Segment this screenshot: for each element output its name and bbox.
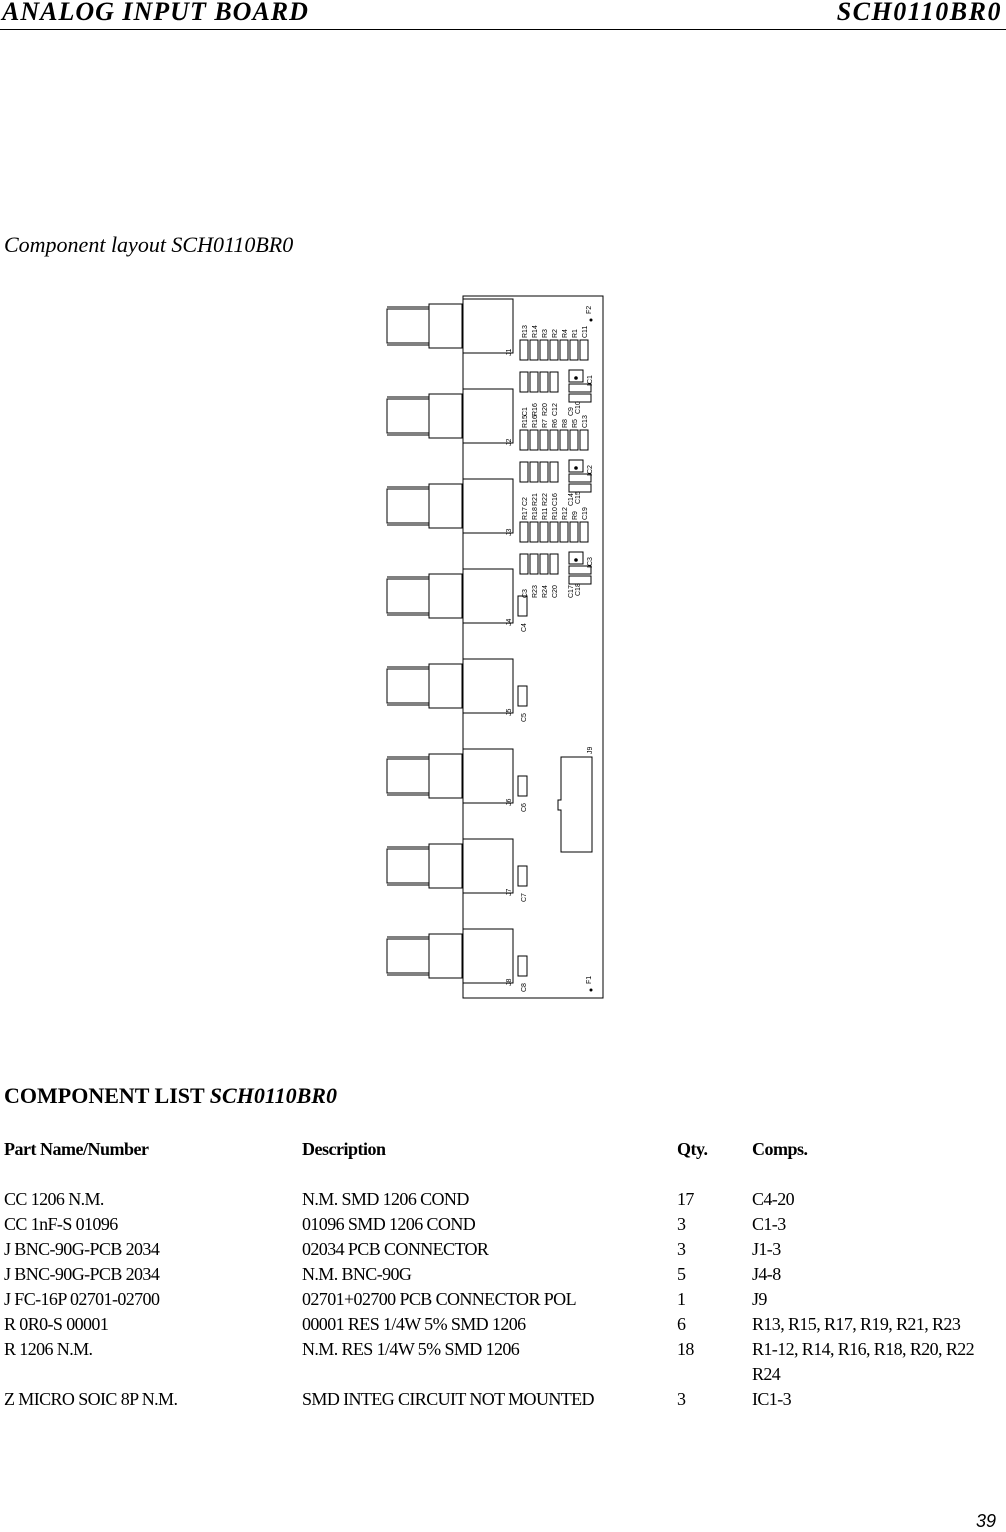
connector-label: J8 [506,978,513,986]
smd-pad [580,522,588,542]
table-cell-comps: J1-3 [752,1239,781,1259]
component-label: R5 [572,419,579,428]
component-label: C5 [521,713,528,722]
smd-pad [530,462,538,482]
bnc-body [387,759,429,793]
component-label: R4 [562,329,569,338]
bnc-footprint [463,389,513,443]
smd-pad [540,462,548,482]
component-label: R18 [532,507,539,520]
ic-footprint [569,552,583,564]
connector-label: J2 [506,438,513,446]
smd-pad [520,340,528,360]
smd-pad [540,430,548,450]
component-label: R20 [542,403,549,416]
table-cell-comps: R1-12, R14, R16, R18, R20, R22 [752,1339,975,1359]
col-header-desc: Description [302,1139,386,1159]
table-cell-qty: 1 [677,1289,686,1309]
smd-pad [530,340,538,360]
bnc-body [387,309,429,343]
smd-pad [550,372,558,392]
component-label: C8 [521,983,528,992]
smd-pad [569,576,591,584]
component-label: R9 [572,511,579,520]
connector-label: J1 [506,348,513,356]
connector-label: J5 [506,708,513,716]
component-label: R7 [542,419,549,428]
table-cell-desc: 00001 RES 1/4W 5% SMD 1206 [302,1314,526,1334]
component-label: R17 [522,507,529,520]
component-label: C12 [552,403,559,416]
header-title: ANALOG INPUT BOARD [2,0,309,26]
bnc-nut [429,754,462,798]
table-cell-part: Z MICRO SOIC 8P N.M. [4,1389,178,1409]
component-label: R2 [552,329,559,338]
bnc-body [387,399,429,433]
component-label: C13 [582,415,589,428]
smd-pad [540,522,548,542]
component-label: R1 [572,329,579,338]
bnc-footprint [463,839,513,893]
component-label: R23 [532,585,539,598]
table-cell-part: CC 1206 N.M. [4,1189,104,1209]
component-label: R6 [552,419,559,428]
table-cell-part: J BNC-90G-PCB 2034 [4,1264,160,1284]
component-label: C1 [522,407,529,416]
table-cell-comps: R13, R15, R17, R19, R21, R23 [752,1314,961,1334]
smd-pad [569,394,591,402]
table-cell-part: R 0R0-S 00001 [4,1314,109,1334]
smd-pad [540,340,548,360]
bnc-nut [429,574,462,618]
fiducial-label: F2 [586,305,593,314]
component-label: C6 [521,803,528,812]
smd-pad [518,866,527,886]
smd-pad [518,956,527,976]
component-label: IC2 [587,465,594,476]
col-header-part: Part Name/Number [4,1139,149,1159]
table-cell-part: CC 1nF-S 01096 [4,1214,118,1234]
table-cell-qty: 5 [677,1264,686,1284]
component-label: R16 [532,415,539,428]
table-cell-qty: 17 [677,1189,694,1209]
component-label: C19 [582,507,589,520]
col-header-qty: Qty. [677,1139,708,1159]
bnc-nut [429,394,462,438]
smd-pad [550,462,558,482]
table-cell-part: J BNC-90G-PCB 2034 [4,1239,160,1259]
component-label: C15 [575,491,582,504]
component-label: R22 [542,493,549,506]
table-cell-desc: 02034 PCB CONNECTOR [302,1239,489,1259]
table-cell-desc: N.M. RES 1/4W 5% SMD 1206 [302,1339,520,1359]
bnc-body [387,489,429,523]
smd-pad [520,372,528,392]
table-cell-comps: C4-20 [752,1189,795,1209]
smd-pad [550,554,558,574]
smd-pad [530,430,538,450]
j9-connector [558,757,592,852]
pcb-layout-drawing [380,290,610,1005]
table-cell-desc: 02701+02700 PCB CONNECTOR POL [302,1289,576,1309]
smd-pad [520,522,528,542]
table-cell-qty: 6 [677,1314,686,1334]
fiducial-dot [590,319,593,322]
smd-pad [520,462,528,482]
smd-pad [570,522,578,542]
component-label: IC1 [587,375,594,386]
component-label: C3 [522,589,529,598]
component-label: C11 [582,325,589,338]
table-cell-comps: C1-3 [752,1214,786,1234]
smd-pad [560,340,568,360]
header-code: SCH0110BR0 [836,0,1002,26]
component-label: C7 [521,893,528,902]
table-cell-qty: 3 [677,1389,686,1409]
component-label: R15 [522,415,529,428]
smd-pad [520,430,528,450]
component-label: R16 [532,403,539,416]
table-cell-desc: 01096 SMD 1206 COND [302,1214,476,1234]
smd-pad [520,554,528,574]
component-label: R14 [532,325,539,338]
bnc-body [387,579,429,613]
smd-pad [518,686,527,706]
table-cell-qty: 18 [677,1339,694,1359]
ic-pin1-dot [574,558,578,562]
component-list-title: COMPONENT LIST SCH0110BR0 [4,1083,337,1108]
smd-pad [580,340,588,360]
smd-pad [518,596,527,616]
component-label: C14 [568,493,575,506]
bnc-footprint [463,749,513,803]
fiducial-label: F1 [586,975,593,984]
smd-pad [570,430,578,450]
bnc-footprint [463,479,513,533]
component-label: R3 [542,329,549,338]
smd-pad [530,554,538,574]
bnc-nut [429,304,462,348]
component-label: R13 [522,325,529,338]
page-header [0,0,1006,30]
ic-footprint [569,370,583,382]
bnc-footprint [463,659,513,713]
component-label: R10 [552,507,559,520]
component-label: R21 [532,493,539,506]
connector-label: J3 [506,528,513,536]
table-cell-qty: 3 [677,1239,686,1259]
col-header-comps: Comps. [752,1139,808,1159]
bnc-nut [429,844,462,888]
smd-pad [550,522,558,542]
bnc-body [387,939,429,973]
bnc-body [387,669,429,703]
component-label: C20 [552,585,559,598]
table-cell-comps: J9 [752,1289,767,1309]
table-cell-desc: N.M. BNC-90G [302,1264,412,1284]
bnc-nut [429,484,462,528]
component-label: R8 [562,419,569,428]
component-label: R24 [542,585,549,598]
smd-pad [550,430,558,450]
table-cell-comps: J4-8 [752,1264,781,1284]
connector-label: J6 [506,798,513,806]
smd-pad [518,776,527,796]
table-cell-part: J FC-16P 02701-02700 [4,1289,160,1309]
smd-pad [560,522,568,542]
table-cell-desc: SMD INTEG CIRCUIT NOT MOUNTED [302,1389,594,1409]
connector-label: J9 [587,746,594,754]
table-cell-qty: 3 [677,1214,686,1234]
ic-footprint [569,460,583,472]
bnc-nut [429,664,462,708]
table-cell-comps: IC1-3 [752,1389,791,1409]
bnc-body [387,849,429,883]
bnc-footprint [463,569,513,623]
table-cell-part: R 1206 N.M. [4,1339,93,1359]
ic-pin1-dot [574,466,578,470]
component-label: IC3 [587,557,594,568]
component-label: R11 [542,507,549,520]
component-label: C18 [575,583,582,596]
component-label: C10 [575,401,582,414]
smd-pad [540,554,548,574]
component-label: C2 [522,497,529,506]
layout-title: Component layout SCH0110BR0 [4,232,294,257]
smd-pad [570,340,578,360]
smd-pad [580,430,588,450]
component-label: R12 [562,507,569,520]
smd-pad [560,430,568,450]
component-label: C16 [552,493,559,506]
fiducial-dot [590,989,593,992]
connector-label: J4 [506,618,513,626]
page-number: 39 [975,1511,996,1531]
component-label: C17 [568,585,575,598]
bnc-footprint [463,299,513,353]
component-label: C4 [521,623,528,632]
bnc-footprint [463,929,513,983]
table-cell-comps-cont: R24 [752,1364,781,1384]
component-label: C9 [568,407,575,416]
smd-pad [550,340,558,360]
connector-label: J7 [506,888,513,896]
smd-pad [540,372,548,392]
smd-pad [530,372,538,392]
ic-pin1-dot [574,376,578,380]
bnc-nut [429,934,462,978]
smd-pad [530,522,538,542]
table-cell-desc: N.M. SMD 1206 COND [302,1189,469,1209]
smd-pad [569,484,591,492]
